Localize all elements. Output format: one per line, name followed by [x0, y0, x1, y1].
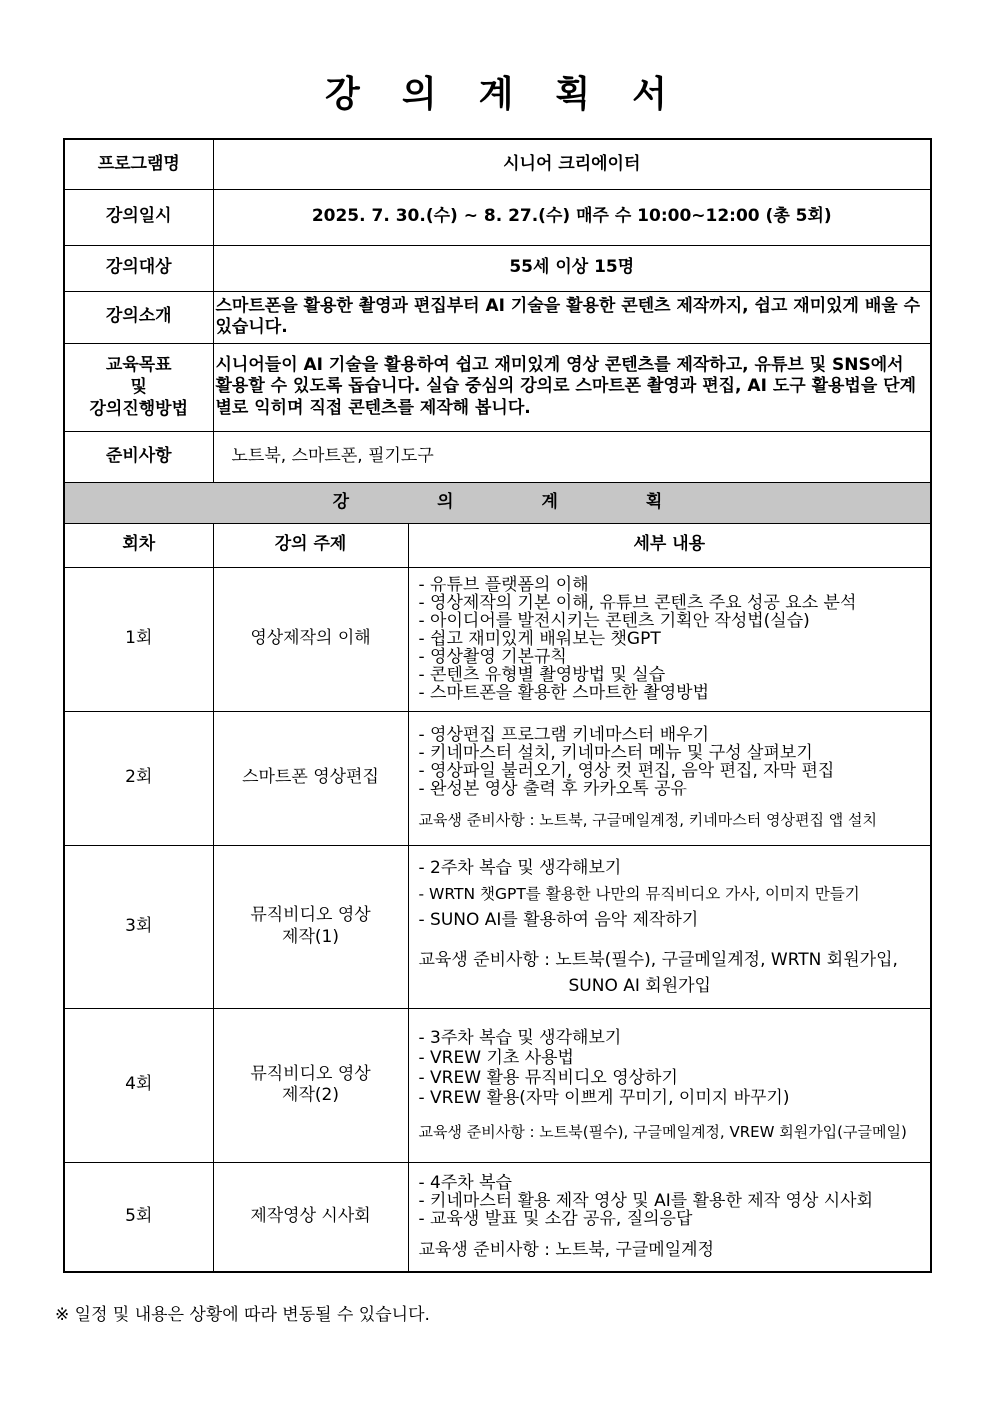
goal-label-line-1: 교육목표	[105, 354, 172, 375]
session-topic-line-1: 뮤직비디오 영상	[250, 905, 371, 926]
goal-label	[64, 343, 213, 431]
detail-item: - 영상편집 프로그램 키네마스터 배우기	[419, 726, 927, 744]
detail-list	[419, 1174, 927, 1228]
detail-item: - 영상파일 불러오기, 영상 컷 편집, 음악 편집, 자막 편집	[419, 762, 927, 780]
session-row	[64, 1008, 931, 1162]
session-details	[408, 1162, 931, 1272]
column-header-session: 회차	[64, 523, 213, 567]
detail-item: - 키네마스터 활용 제작 영상 및 AI를 활용한 제작 영상 시사회	[419, 1192, 927, 1210]
detail-list	[419, 855, 927, 933]
prep-label: 준비사항	[64, 431, 213, 482]
detail-list	[419, 726, 927, 798]
session-topic-line-2: 제작(2)	[282, 1085, 339, 1105]
session-row	[64, 1162, 931, 1272]
detail-item: - 완성본 영상 출력 후 카카오톡 공유	[419, 780, 927, 798]
target-value: 55세 이상 15명	[213, 245, 931, 291]
detail-item: - VREW 활용 뮤직비디오 영상하기	[419, 1068, 927, 1088]
lecture-plan-table	[63, 138, 932, 1273]
plan-header-row	[64, 523, 931, 567]
detail-item: - 4주차 복습	[419, 1174, 927, 1192]
column-header-topic: 강의 주제	[213, 523, 408, 567]
session-number: 2회	[64, 711, 213, 845]
document-title: 강의계획서	[325, 73, 709, 115]
detail-item: - 3주차 복습 및 생각해보기	[419, 1028, 927, 1048]
session-prep	[419, 947, 927, 999]
detail-list	[419, 1028, 927, 1108]
session-details	[408, 1008, 931, 1162]
detail-item: - VREW 기초 사용법	[419, 1048, 927, 1068]
target-row	[64, 245, 931, 291]
goal-row	[64, 343, 931, 431]
session-topic-line-1: 뮤직비디오 영상	[250, 1063, 371, 1084]
detail-item: - 영상촬영 기본규칙	[419, 648, 927, 666]
session-prep: 교육생 준비사항 : 노트북, 구글메일계정	[418, 1239, 714, 1260]
session-topic-line-1: 스마트폰 영상편집	[242, 767, 379, 788]
detail-item: - 콘텐츠 유형별 촬영방법 및 실습	[419, 666, 927, 684]
session-topic-line-1: 제작영상 시사회	[250, 1206, 371, 1227]
detail-item: - SUNO AI를 활용하여 음악 제작하기	[419, 907, 927, 933]
program-value: 시니어 크리에이터	[213, 139, 931, 189]
detail-item: - 교육생 발표 및 소감 공유, 질의응답	[419, 1210, 927, 1228]
session-row	[64, 711, 931, 845]
session-details	[408, 711, 931, 845]
session-topic-line-2: 제작(1)	[282, 926, 339, 947]
detail-item: - 유튜브 플랫폼의 이해	[419, 576, 927, 594]
plan-section-title: 강의계획	[64, 482, 931, 523]
session-number: 3회	[64, 845, 213, 1008]
program-row	[64, 139, 931, 189]
session-topic-line-1: 영상제작의 이해	[250, 628, 371, 649]
session-details	[408, 845, 931, 1008]
session-row	[64, 567, 931, 711]
session-number: 5회	[64, 1162, 213, 1272]
plan-section-row	[64, 482, 931, 523]
program-label: 프로그램명	[64, 139, 213, 189]
prep-value: 노트북, 스마트폰, 필기도구	[213, 431, 931, 482]
session-number: 1회	[64, 567, 213, 711]
goal-label-line-2: 및	[130, 376, 147, 397]
session-topic	[213, 1162, 408, 1272]
target-label: 강의대상	[64, 245, 213, 291]
prep-row	[64, 431, 931, 482]
schedule-label: 강의일시	[64, 189, 213, 245]
detail-item: - 영상제작의 기본 이해, 유튜브 콘텐츠 주요 성공 요소 분석	[419, 594, 927, 612]
session-topic	[213, 845, 408, 1008]
detail-list	[419, 576, 927, 702]
session-prep-line-1: 교육생 준비사항 : 노트북(필수), 구글메일계정, WRTN 회원가입,	[418, 949, 898, 970]
detail-item: - WRTN 챗GPT를 활용한 나만의 뮤직비디오 가사, 이미지 만들기	[419, 881, 927, 907]
session-prep: 교육생 준비사항 : 노트북(필수), 구글메일계정, VREW 회원가입(구글메일)	[418, 1123, 907, 1141]
session-topic	[213, 711, 408, 845]
intro-row	[64, 291, 931, 343]
column-header-detail: 세부 내용	[408, 523, 931, 567]
session-number: 4회	[64, 1008, 213, 1162]
detail-item: - VREW 활용(자막 이쁘게 꾸미기, 이미지 바꾸기)	[419, 1088, 927, 1108]
session-details	[408, 567, 931, 711]
session-topic	[213, 1008, 408, 1162]
detail-item: - 2주차 복습 및 생각해보기	[419, 855, 927, 881]
schedule-row	[64, 189, 931, 245]
detail-item: - 쉽고 재미있게 배워보는 챗GPT	[419, 630, 927, 648]
session-topic	[213, 567, 408, 711]
goal-value: 시니어들이 AI 기술을 활용하여 쉽고 재미있게 영상 콘텐츠를 제작하고, 유튜브 및 SNS에서 활용할 수 있도록 돕습니다. 실습 중심의 강의로 스마트폰 촬영과 편집, AI 도구 활용법을 단계별로 익히며 직접 콘텐츠를 제작해 봅니다.	[213, 343, 931, 431]
intro-label: 강의소개	[64, 291, 213, 343]
schedule-value: 2025. 7. 30.(수) ~ 8. 27.(수) 매주 수 10:00~12:00 (총 5회)	[213, 189, 931, 245]
detail-item: - 스마트폰을 활용한 스마트한 촬영방법	[419, 684, 927, 702]
intro-value: 스마트폰을 활용한 촬영과 편집부터 AI 기술을 활용한 콘텐츠 제작까지, 쉽고 재미있게 배울 수 있습니다.	[213, 291, 931, 343]
session-prep-line-2: SUNO AI 회원가입	[568, 975, 711, 996]
detail-item: - 키네마스터 설치, 키네마스터 메뉴 및 구성 살펴보기	[419, 744, 927, 762]
session-prep: 교육생 준비사항 : 노트북, 구글메일계정, 키네마스터 영상편집 앱 설치	[418, 811, 877, 829]
detail-item: - 아이디어를 발전시키는 콘텐츠 기획안 작성법(실습)	[419, 612, 927, 630]
footnote: ※ 일정 및 내용은 상황에 따라 변동될 수 있습니다.	[55, 1305, 430, 1325]
goal-label-line-3: 강의진행방법	[89, 399, 189, 420]
session-row	[64, 845, 931, 1008]
